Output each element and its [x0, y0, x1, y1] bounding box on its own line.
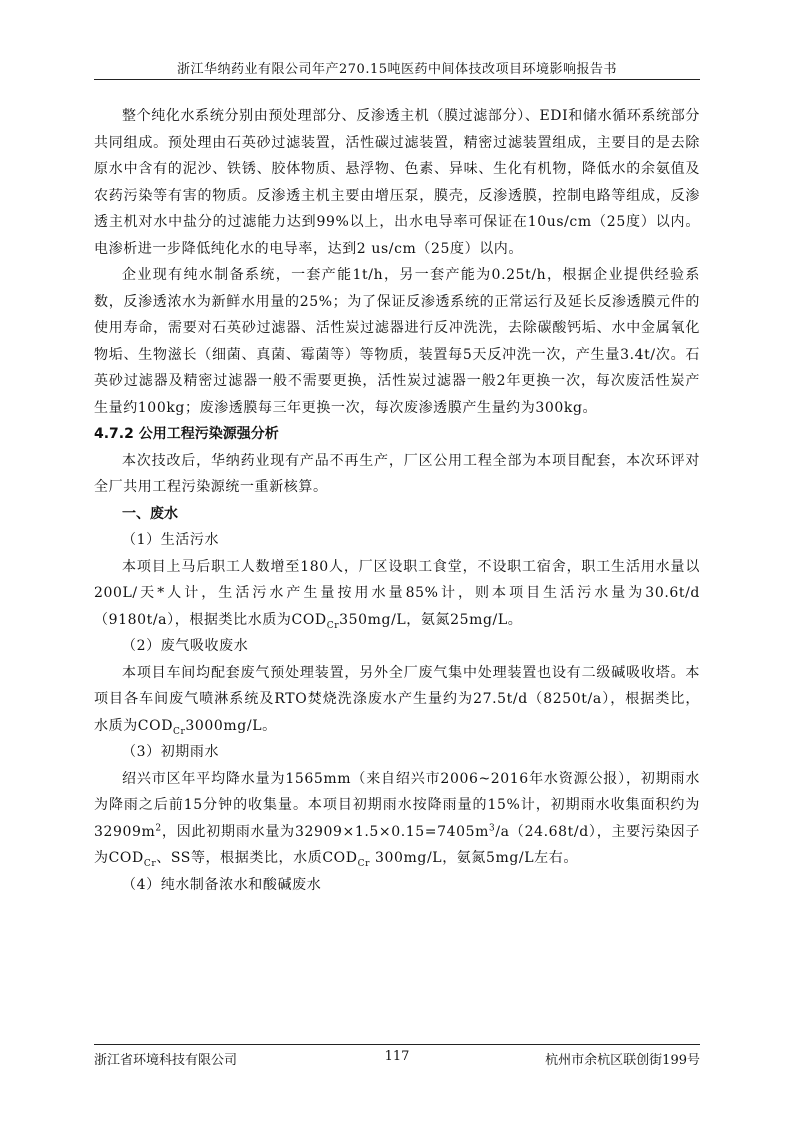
text-run: 3000mg/L。: [185, 717, 277, 734]
page-number: 117: [384, 1049, 410, 1064]
text-run: 本项目上马后职工人数增至180人，厂区设职工食堂，不设职工宿舍，职工生活用水量以200L/天*人计，生活污水产生量按用水量85%计，则本项目生活污水量为30.6t/d（9180t/a），根据类比水质为COD: [94, 558, 700, 628]
subscript-cr: Cr: [357, 858, 370, 869]
item-pure-water-concentrate-title: （4）纯水制备浓水和酸碱废水: [122, 876, 322, 893]
item-initial-rainwater-title: （3）初期雨水: [122, 744, 220, 760]
paragraph-purification-system: 整个纯化水系统分别由预处理部分、反渗透主机（膜过滤部分）、EDI和储水循环系统部分共同组成。预处理由石英砂过滤装置，活性碳过滤装置，精密过滤装置组成，主要目的是去除原水中含有的泥沙、铁锈、胶体物质、悬浮物、色素、异味、生化有机物，降低水的余氨值及农药污染等有害的物质。反渗透主机主要由增压泵，膜壳，反渗透膜，控制电路等组成，反渗透主机对水中盐分的过滤能力达到99%以上，出水电导率可保证在10us/cm（25度）以内。电渗析进一步降低纯化水的电导率，达到2 us/cm（25度）以内。: [94, 108, 700, 257]
text-run: 绍兴市区年平均降水量为1565mm（来自绍兴市2006~2016年水资源公报），初期雨水为降雨之后前15分钟的收集量。本项目初期雨水按降雨量的15%计，初期雨水收集面积约为32909m: [94, 770, 700, 840]
footer-address: 杭州市余杭区联创街199号: [545, 1053, 700, 1068]
item-gas-absorption-title: （2）废气吸收废水: [122, 638, 249, 654]
paragraph-initial-rainwater: [94, 766, 700, 872]
text-run: ，因此初期雨水量为32909×1.5×0.15=7405m: [161, 823, 490, 840]
paragraph-gas-absorption-wastewater: [94, 660, 700, 740]
paragraph-recalculation: 本次技改后，华纳药业现有产品不再生产，厂区公用工程全部为本项目配套，本次环评对全厂共用工程污染源统一重新核算。: [94, 452, 700, 495]
text-run: 350mg/L，氨氮25mg/L。: [339, 611, 523, 628]
paragraph-pure-water-production: 企业现有纯水制备系统，一套产能1t/h，另一套产能为0.25t/h，根据企业提供经验系数，反渗透浓水为新鲜水用量的25%；为了保证反渗透系统的正常运行及延长反渗透膜元件的使用寿命，需要对石英砂过滤器、活性炭过滤器进行反冲洗洗，去除碳酸钙垢、水中金属氧化物垢、生物滋长（细菌、真菌、霉菌等）等物质，装置每5天反冲洗一次，产生量3.4t/次。石英砂过滤器及精密过滤器一般不需要更换，活性炭过滤器一般2年更换一次，每次废活性炭产生量约100kg；废渗透膜每三年更换一次，每次废渗透膜产生量约为300kg。: [94, 267, 700, 416]
subheading-wastewater: 一、废水: [122, 505, 178, 522]
running-header: 浙江华纳药业有限公司年产270.15吨医药中间体技改项目环境影响报告书: [177, 62, 617, 77]
superscript-3: 3: [489, 822, 496, 833]
subscript-cr: Cr: [143, 858, 157, 869]
header-divider: [94, 79, 700, 80]
text-run: 本项目车间均配套废气预处理装置，另外全厂废气集中处理装置也设有二级碱吸收塔。本项目各车间废气喷淋系统及RTO焚烧洗涤废水产生量约为27.5t/d（8250t/a），根据类比，水质为COD: [94, 664, 700, 734]
text-run: 、SS等，根据类比，水质COD: [156, 850, 358, 866]
subscript-cr: Cr: [326, 620, 340, 631]
subscript-cr: Cr: [173, 726, 186, 737]
paragraph-domestic-sewage: [94, 554, 700, 634]
superscript-2: 2: [155, 822, 162, 833]
footer-divider: [94, 1044, 700, 1045]
section-heading: 4.7.2 公用工程污染源强分析: [94, 426, 279, 442]
text-run: /a（24.68t/d），主要污染因子为COD: [94, 823, 700, 866]
item-domestic-sewage-title: （1）生活污水: [122, 532, 220, 548]
footer-company: 浙江省环境科技有限公司: [94, 1053, 238, 1068]
text-run: 300mg/L，氨氮5mg/L左右。: [369, 850, 578, 866]
page-body: [94, 103, 700, 898]
